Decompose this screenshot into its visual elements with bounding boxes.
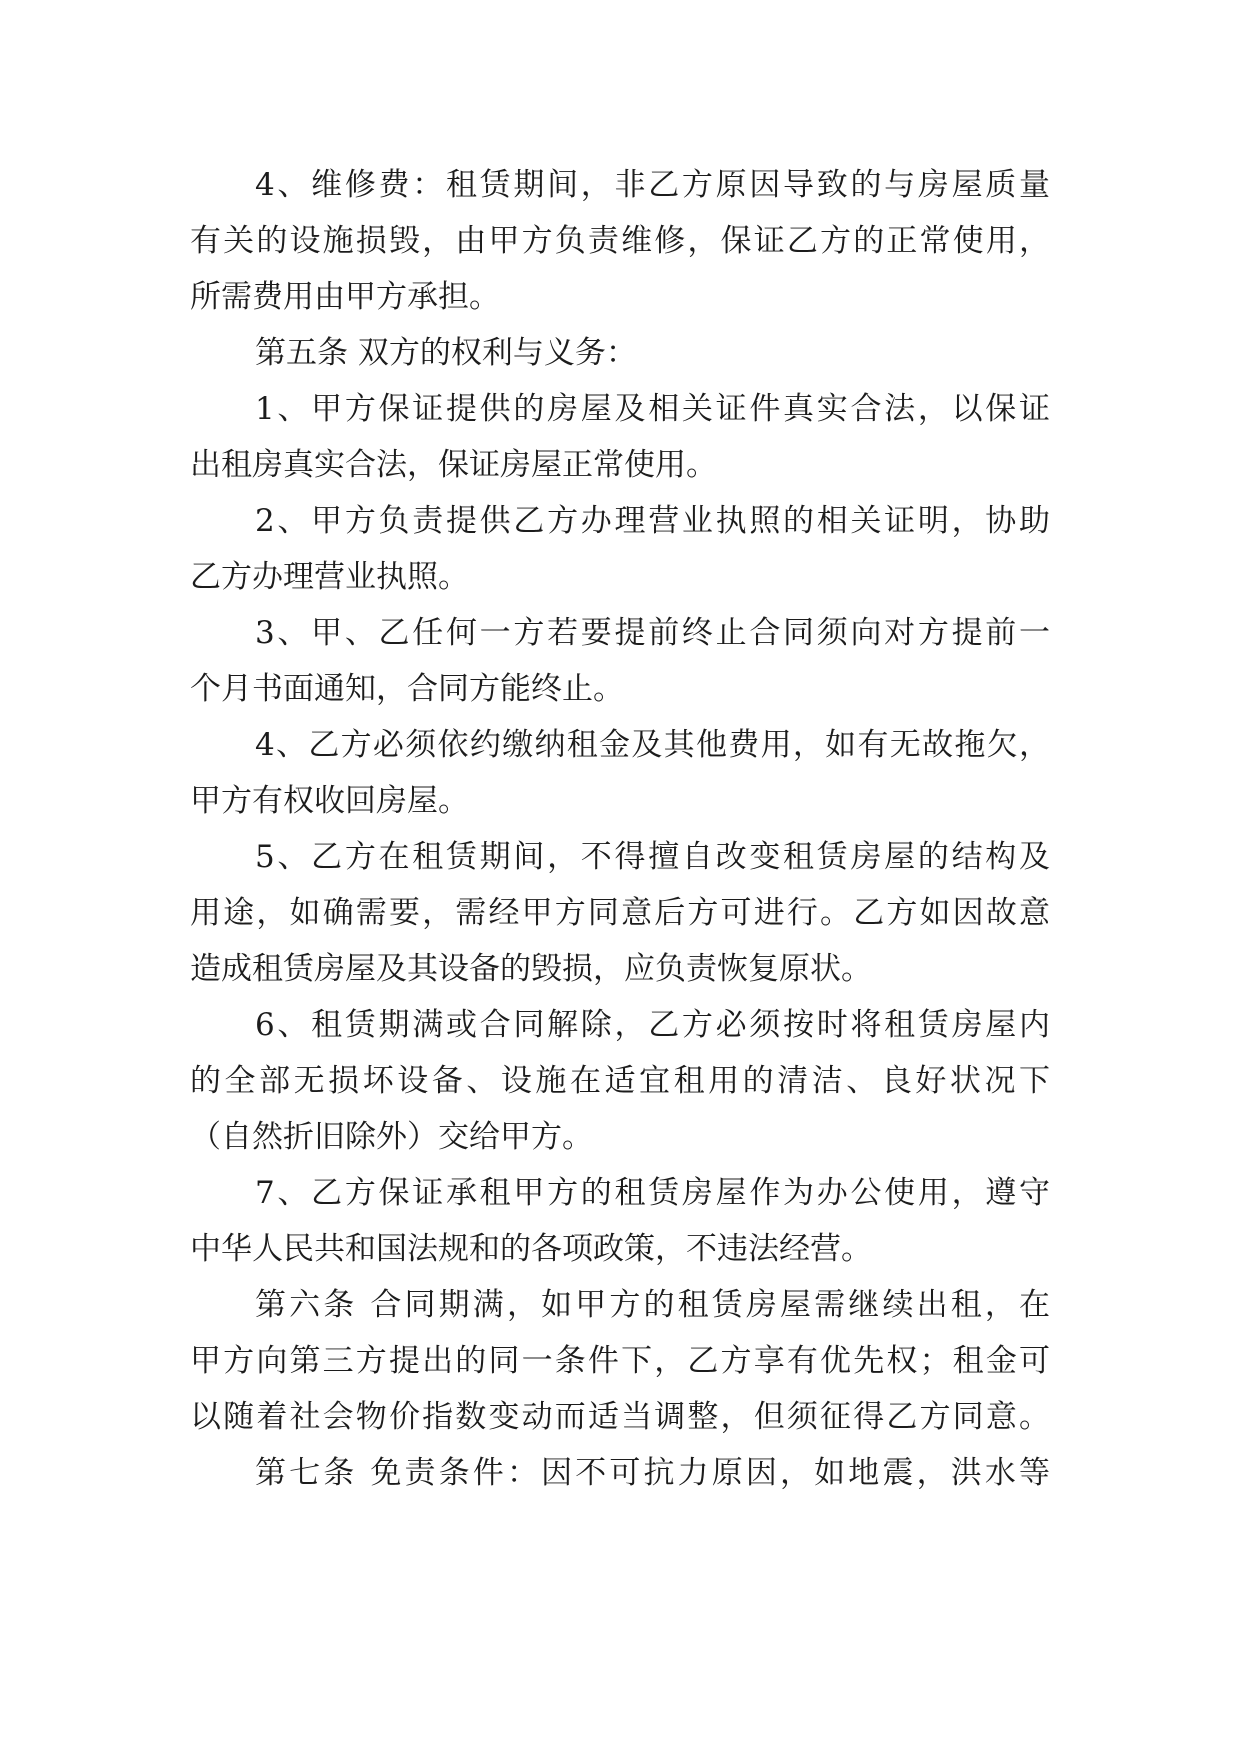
paragraph-first-line: 4、乙方必须依约缴纳租金及其他费用，如有无故拖欠， xyxy=(255,727,1050,763)
text-line xyxy=(0,939,1241,999)
paragraph-first-line: 5、乙方在租赁期间，不得擅自改变租赁房屋的结构及 xyxy=(255,839,1050,875)
paragraph-line: 的全部无损坏设备、设施在适宜租用的清洁、良好状况下 xyxy=(190,1063,1050,1099)
text-line xyxy=(0,603,1241,663)
text-line xyxy=(0,435,1241,495)
paragraph-line: （自然折旧除外）交给甲方。 xyxy=(190,1119,593,1155)
text-line xyxy=(0,771,1241,831)
paragraph-first-line: 4、维修费：租赁期间，非乙方原因导致的与房屋质量 xyxy=(255,167,1050,203)
text-line xyxy=(0,379,1241,439)
text-line xyxy=(0,715,1241,775)
paragraph-first-line: 第六条 合同期满，如甲方的租赁房屋需继续出租，在 xyxy=(255,1287,1050,1323)
paragraph-line: 甲方有权收回房屋。 xyxy=(190,783,469,819)
text-line xyxy=(0,995,1241,1055)
paragraph-first-line: 1、甲方保证提供的房屋及相关证件真实合法，以保证 xyxy=(255,391,1050,427)
paragraph-first-line: 3、甲、乙任何一方若要提前终止合同须向对方提前一 xyxy=(255,615,1050,651)
text-line xyxy=(0,883,1241,943)
text-line xyxy=(0,1219,1241,1279)
paragraph-line: 造成租赁房屋及其设备的毁损，应负责恢复原状。 xyxy=(190,951,872,987)
paragraph-line: 所需费用由甲方承担。 xyxy=(190,279,500,315)
text-line xyxy=(0,1051,1241,1111)
paragraph-line: 甲方向第三方提出的同一条件下，乙方享有优先权；租金可 xyxy=(190,1343,1050,1379)
text-line xyxy=(0,211,1241,271)
section-heading: 第五条 双方的权利与义务： xyxy=(255,335,637,371)
text-line xyxy=(0,1331,1241,1391)
text-line xyxy=(0,491,1241,551)
text-line xyxy=(0,659,1241,719)
paragraph-line: 以随着社会物价指数变动而适当调整，但须征得乙方同意。 xyxy=(190,1399,1050,1435)
text-line xyxy=(0,155,1241,215)
text-line xyxy=(0,547,1241,607)
paragraph-first-line: 7、乙方保证承租甲方的租赁房屋作为办公使用，遵守 xyxy=(255,1175,1050,1211)
paragraph-line: 乙方办理营业执照。 xyxy=(190,559,469,595)
text-line xyxy=(0,1387,1241,1447)
paragraph-line: 个月书面通知，合同方能终止。 xyxy=(190,671,624,707)
paragraph-line: 出租房真实合法，保证房屋正常使用。 xyxy=(190,447,717,483)
paragraph-first-line: 6、租赁期满或合同解除，乙方必须按时将租赁房屋内 xyxy=(255,1007,1050,1043)
text-line xyxy=(0,267,1241,327)
text-line xyxy=(0,1275,1241,1335)
paragraph-line: 用途，如确需要，需经甲方同意后方可进行。乙方如因故意 xyxy=(190,895,1050,931)
text-line xyxy=(0,1107,1241,1167)
paragraph-line: 中华人民共和国法规和的各项政策，不违法经营。 xyxy=(190,1231,872,1267)
paragraph-line: 有关的设施损毁，由甲方负责维修，保证乙方的正常使用， xyxy=(190,223,1050,259)
text-line xyxy=(0,1163,1241,1223)
paragraph-first-line: 2、甲方负责提供乙方办理营业执照的相关证明，协助 xyxy=(255,503,1050,539)
paragraph-first-line: 第七条 免责条件：因不可抗力原因，如地震，洪水等 xyxy=(255,1455,1050,1491)
text-line xyxy=(0,1443,1241,1503)
text-line xyxy=(0,323,1241,383)
text-line xyxy=(0,827,1241,887)
